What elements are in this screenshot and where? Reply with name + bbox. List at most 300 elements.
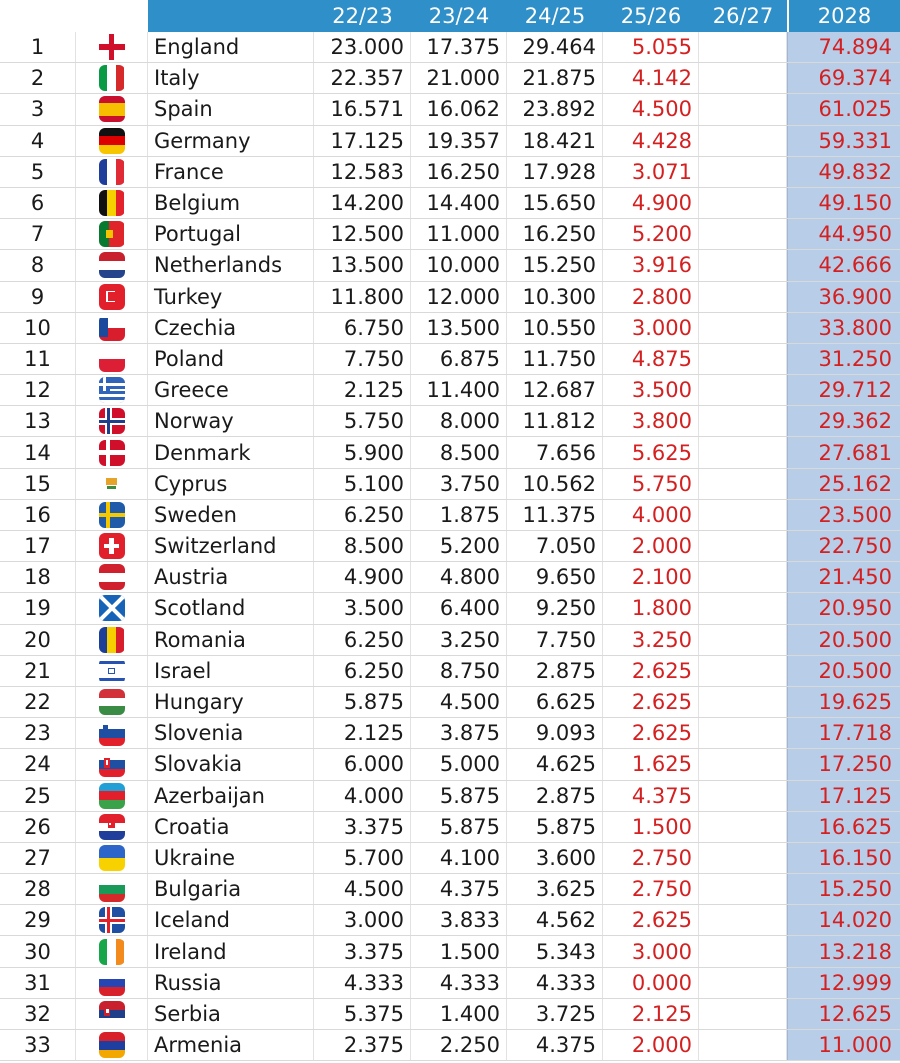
points-24-25: 18.421 <box>507 126 603 156</box>
points-24-25: 17.928 <box>507 157 603 187</box>
flag-cell <box>76 749 148 779</box>
points-22-23: 5.375 <box>314 999 411 1029</box>
points-26-27 <box>699 219 787 249</box>
points-25-26: 2.625 <box>603 656 699 686</box>
points-23-24: 8.500 <box>411 437 507 467</box>
table-row[interactable] <box>0 656 900 687</box>
points-22-23: 23.000 <box>314 32 411 62</box>
points-22-23: 17.125 <box>314 126 411 156</box>
flag-cell <box>76 593 148 623</box>
points-23-24: 4.375 <box>411 874 507 904</box>
table-row[interactable] <box>0 126 900 157</box>
points-24-25: 6.625 <box>507 687 603 717</box>
points-22-23: 12.583 <box>314 157 411 187</box>
table-row[interactable] <box>0 437 900 468</box>
denmark-flag-icon <box>99 440 125 466</box>
points-26-27 <box>699 406 787 436</box>
points-25-26: 5.200 <box>603 219 699 249</box>
points-22-23: 5.700 <box>314 843 411 873</box>
points-25-26: 2.000 <box>603 1030 699 1060</box>
table-header <box>0 0 900 32</box>
points-22-23: 22.357 <box>314 63 411 93</box>
points-26-27 <box>699 562 787 592</box>
rank-cell: 4 <box>0 126 76 156</box>
table-row[interactable] <box>0 157 900 188</box>
points-23-24: 1.875 <box>411 500 507 530</box>
points-25-26: 4.375 <box>603 781 699 811</box>
table-row[interactable] <box>0 1030 900 1061</box>
country-name: Turkey <box>148 282 314 312</box>
total-2028: 27.681 <box>787 437 900 467</box>
points-25-26: 2.625 <box>603 718 699 748</box>
table-row[interactable] <box>0 531 900 562</box>
points-23-24: 4.333 <box>411 968 507 998</box>
table-row[interactable] <box>0 344 900 375</box>
country-name: Switzerland <box>148 531 314 561</box>
points-24-25: 11.750 <box>507 344 603 374</box>
rank-cell: 20 <box>0 625 76 655</box>
scotland-flag-icon <box>99 595 125 621</box>
israel-flag-icon <box>99 658 125 684</box>
total-2028: 44.950 <box>787 219 900 249</box>
points-25-26: 4.000 <box>603 500 699 530</box>
flag-cell <box>76 406 148 436</box>
total-2028: 29.362 <box>787 406 900 436</box>
flag-cell <box>76 905 148 935</box>
flag-cell <box>76 687 148 717</box>
header-season-22-23[interactable]: 22/23 <box>314 0 411 32</box>
points-22-23: 6.250 <box>314 656 411 686</box>
austria-flag-icon <box>99 564 125 590</box>
country-name: Hungary <box>148 687 314 717</box>
points-22-23: 5.900 <box>314 437 411 467</box>
points-25-26: 4.428 <box>603 126 699 156</box>
country-name: Serbia <box>148 999 314 1029</box>
flag-cell <box>76 874 148 904</box>
hungary-flag-icon <box>99 689 125 715</box>
rank-cell: 3 <box>0 94 76 124</box>
rank-cell: 32 <box>0 999 76 1029</box>
points-26-27 <box>699 656 787 686</box>
header-season-26-27[interactable]: 26/27 <box>699 0 787 32</box>
rank-cell: 8 <box>0 250 76 280</box>
table-row[interactable] <box>0 905 900 936</box>
points-24-25: 15.250 <box>507 250 603 280</box>
table-row[interactable] <box>0 250 900 281</box>
table-row[interactable] <box>0 219 900 250</box>
sweden-flag-icon <box>99 502 125 528</box>
points-25-26: 3.071 <box>603 157 699 187</box>
country-name: France <box>148 157 314 187</box>
total-2028: 42.666 <box>787 250 900 280</box>
header-country <box>148 0 314 32</box>
flag-cell <box>76 531 148 561</box>
header-rank <box>0 0 76 32</box>
points-25-26: 3.000 <box>603 936 699 966</box>
points-26-27 <box>699 874 787 904</box>
czechia-flag-icon <box>99 315 125 341</box>
points-25-26: 2.000 <box>603 531 699 561</box>
points-24-25: 10.562 <box>507 469 603 499</box>
country-name: Netherlands <box>148 250 314 280</box>
points-26-27 <box>699 905 787 935</box>
points-22-23: 3.375 <box>314 936 411 966</box>
flag-cell <box>76 157 148 187</box>
points-23-24: 2.250 <box>411 1030 507 1060</box>
header-season-24-25[interactable]: 24/25 <box>507 0 603 32</box>
bulgaria-flag-icon <box>99 876 125 902</box>
rank-cell: 23 <box>0 718 76 748</box>
points-22-23: 2.125 <box>314 375 411 405</box>
header-flag <box>76 0 148 32</box>
points-23-24: 3.250 <box>411 625 507 655</box>
flag-cell <box>76 500 148 530</box>
points-22-23: 3.000 <box>314 905 411 935</box>
points-25-26: 0.000 <box>603 968 699 998</box>
points-24-25: 16.250 <box>507 219 603 249</box>
points-23-24: 13.500 <box>411 313 507 343</box>
country-name: Italy <box>148 63 314 93</box>
switzerland-flag-icon <box>99 533 125 559</box>
greece-flag-icon <box>99 377 125 403</box>
points-23-24: 1.400 <box>411 999 507 1029</box>
total-2028: 61.025 <box>787 94 900 124</box>
england-flag-icon <box>99 34 125 60</box>
rank-cell: 27 <box>0 843 76 873</box>
italy-flag-icon <box>99 65 125 91</box>
country-name: Russia <box>148 968 314 998</box>
points-26-27 <box>699 1030 787 1060</box>
country-name: Iceland <box>148 905 314 935</box>
points-26-27 <box>699 968 787 998</box>
table-row[interactable] <box>0 999 900 1030</box>
rank-cell: 29 <box>0 905 76 935</box>
points-23-24: 4.500 <box>411 687 507 717</box>
cyprus-flag-icon <box>99 471 125 497</box>
total-2028: 20.500 <box>787 656 900 686</box>
points-22-23: 2.125 <box>314 718 411 748</box>
flag-cell <box>76 999 148 1029</box>
slovenia-flag-icon <box>99 720 125 746</box>
table-row[interactable] <box>0 718 900 749</box>
ukraine-flag-icon <box>99 845 125 871</box>
rank-cell: 33 <box>0 1030 76 1060</box>
rank-cell: 5 <box>0 157 76 187</box>
total-2028: 22.750 <box>787 531 900 561</box>
points-25-26: 4.875 <box>603 344 699 374</box>
points-22-23: 5.100 <box>314 469 411 499</box>
points-24-25: 7.750 <box>507 625 603 655</box>
points-26-27 <box>699 126 787 156</box>
flag-cell <box>76 437 148 467</box>
flag-cell <box>76 375 148 405</box>
points-25-26: 3.250 <box>603 625 699 655</box>
rank-cell: 16 <box>0 500 76 530</box>
points-24-25: 11.812 <box>507 406 603 436</box>
slovakia-flag-icon <box>99 751 125 777</box>
ireland-flag-icon <box>99 939 125 965</box>
armenia-flag-icon <box>99 1032 125 1058</box>
netherlands-flag-icon <box>99 252 125 278</box>
points-22-23: 7.750 <box>314 344 411 374</box>
points-26-27 <box>699 157 787 187</box>
points-25-26: 2.800 <box>603 282 699 312</box>
points-24-25: 4.375 <box>507 1030 603 1060</box>
table-row[interactable] <box>0 812 900 843</box>
points-26-27 <box>699 625 787 655</box>
country-name: Sweden <box>148 500 314 530</box>
total-2028: 19.625 <box>787 687 900 717</box>
total-2028: 12.999 <box>787 968 900 998</box>
country-name: Poland <box>148 344 314 374</box>
points-22-23: 13.500 <box>314 250 411 280</box>
country-name: Spain <box>148 94 314 124</box>
flag-cell <box>76 843 148 873</box>
country-name: Israel <box>148 656 314 686</box>
points-23-24: 14.400 <box>411 188 507 218</box>
points-26-27 <box>699 936 787 966</box>
points-26-27 <box>699 687 787 717</box>
flag-cell <box>76 656 148 686</box>
flag-cell <box>76 32 148 62</box>
norway-flag-icon <box>99 408 125 434</box>
country-name: Ireland <box>148 936 314 966</box>
points-24-25: 9.650 <box>507 562 603 592</box>
total-2028: 16.150 <box>787 843 900 873</box>
country-name: Slovakia <box>148 749 314 779</box>
rank-cell: 2 <box>0 63 76 93</box>
points-22-23: 5.750 <box>314 406 411 436</box>
points-26-27 <box>699 781 787 811</box>
points-25-26: 5.750 <box>603 469 699 499</box>
points-24-25: 7.050 <box>507 531 603 561</box>
points-23-24: 3.875 <box>411 718 507 748</box>
table-row[interactable] <box>0 94 900 125</box>
table-row[interactable] <box>0 32 900 63</box>
points-22-23: 4.000 <box>314 781 411 811</box>
points-22-23: 4.333 <box>314 968 411 998</box>
points-24-25: 4.562 <box>507 905 603 935</box>
rank-cell: 22 <box>0 687 76 717</box>
points-24-25: 3.600 <box>507 843 603 873</box>
points-23-24: 5.000 <box>411 749 507 779</box>
table-row[interactable] <box>0 188 900 219</box>
table-row[interactable] <box>0 749 900 780</box>
points-22-23: 6.250 <box>314 625 411 655</box>
points-22-23: 6.750 <box>314 313 411 343</box>
points-25-26: 2.750 <box>603 874 699 904</box>
points-22-23: 5.875 <box>314 687 411 717</box>
points-25-26: 2.625 <box>603 905 699 935</box>
points-24-25: 7.656 <box>507 437 603 467</box>
flag-cell <box>76 63 148 93</box>
header-total-2028[interactable]: 2028 <box>787 0 900 32</box>
table-row[interactable] <box>0 406 900 437</box>
rank-cell: 11 <box>0 344 76 374</box>
table-row[interactable] <box>0 63 900 94</box>
points-25-26: 1.625 <box>603 749 699 779</box>
rank-cell: 9 <box>0 282 76 312</box>
points-22-23: 16.571 <box>314 94 411 124</box>
table-row[interactable] <box>0 874 900 905</box>
total-2028: 12.625 <box>787 999 900 1029</box>
total-2028: 16.625 <box>787 812 900 842</box>
points-26-27 <box>699 344 787 374</box>
points-23-24: 11.000 <box>411 219 507 249</box>
points-24-25: 15.650 <box>507 188 603 218</box>
total-2028: 49.832 <box>787 157 900 187</box>
rank-cell: 28 <box>0 874 76 904</box>
rank-cell: 18 <box>0 562 76 592</box>
points-24-25: 29.464 <box>507 32 603 62</box>
points-22-23: 8.500 <box>314 531 411 561</box>
points-25-26: 3.800 <box>603 406 699 436</box>
total-2028: 20.500 <box>787 625 900 655</box>
points-26-27 <box>699 749 787 779</box>
points-25-26: 5.625 <box>603 437 699 467</box>
points-24-25: 5.875 <box>507 812 603 842</box>
table-row[interactable] <box>0 625 900 656</box>
total-2028: 31.250 <box>787 344 900 374</box>
rank-cell: 25 <box>0 781 76 811</box>
points-23-24: 4.100 <box>411 843 507 873</box>
points-26-27 <box>699 94 787 124</box>
header-season-25-26[interactable]: 25/26 <box>603 0 699 32</box>
total-2028: 17.125 <box>787 781 900 811</box>
flag-cell <box>76 469 148 499</box>
table-row[interactable] <box>0 500 900 531</box>
flag-cell <box>76 313 148 343</box>
points-26-27 <box>699 593 787 623</box>
flag-cell <box>76 250 148 280</box>
points-25-26: 2.125 <box>603 999 699 1029</box>
points-23-24: 5.200 <box>411 531 507 561</box>
country-name: Romania <box>148 625 314 655</box>
points-26-27 <box>699 500 787 530</box>
iceland-flag-icon <box>99 907 125 933</box>
flag-cell <box>76 219 148 249</box>
points-22-23: 4.500 <box>314 874 411 904</box>
total-2028: 14.020 <box>787 905 900 935</box>
points-26-27 <box>699 469 787 499</box>
points-24-25: 12.687 <box>507 375 603 405</box>
belgium-flag-icon <box>99 190 125 216</box>
points-26-27 <box>699 250 787 280</box>
country-name: Austria <box>148 562 314 592</box>
points-24-25: 21.875 <box>507 63 603 93</box>
points-23-24: 3.833 <box>411 905 507 935</box>
points-22-23: 6.250 <box>314 500 411 530</box>
romania-flag-icon <box>99 627 125 653</box>
rank-cell: 12 <box>0 375 76 405</box>
points-26-27 <box>699 313 787 343</box>
points-25-26: 3.000 <box>603 313 699 343</box>
croatia-flag-icon <box>99 814 125 840</box>
points-24-25: 11.375 <box>507 500 603 530</box>
points-25-26: 3.916 <box>603 250 699 280</box>
table-row[interactable] <box>0 282 900 313</box>
table-row[interactable] <box>0 313 900 344</box>
total-2028: 17.250 <box>787 749 900 779</box>
country-name: Bulgaria <box>148 874 314 904</box>
rank-cell: 21 <box>0 656 76 686</box>
portugal-flag-icon <box>99 221 125 247</box>
country-name: Denmark <box>148 437 314 467</box>
table-row[interactable] <box>0 375 900 406</box>
rank-cell: 26 <box>0 812 76 842</box>
flag-cell <box>76 781 148 811</box>
table-row[interactable] <box>0 843 900 874</box>
country-name: Portugal <box>148 219 314 249</box>
table-row[interactable] <box>0 562 900 593</box>
points-22-23: 6.000 <box>314 749 411 779</box>
points-23-24: 3.750 <box>411 469 507 499</box>
table-row[interactable] <box>0 469 900 500</box>
points-24-25: 23.892 <box>507 94 603 124</box>
flag-cell <box>76 562 148 592</box>
rank-cell: 6 <box>0 188 76 218</box>
points-25-26: 3.500 <box>603 375 699 405</box>
points-26-27 <box>699 812 787 842</box>
country-name: Azerbaijan <box>148 781 314 811</box>
points-26-27 <box>699 63 787 93</box>
table-row[interactable] <box>0 593 900 624</box>
points-23-24: 12.000 <box>411 282 507 312</box>
table-row[interactable] <box>0 687 900 718</box>
points-25-26: 4.142 <box>603 63 699 93</box>
flag-cell <box>76 94 148 124</box>
points-23-24: 8.750 <box>411 656 507 686</box>
table-row[interactable] <box>0 968 900 999</box>
flag-cell <box>76 1030 148 1060</box>
points-26-27 <box>699 437 787 467</box>
flag-cell <box>76 344 148 374</box>
points-22-23: 14.200 <box>314 188 411 218</box>
total-2028: 21.450 <box>787 562 900 592</box>
rank-cell: 10 <box>0 313 76 343</box>
country-name: Croatia <box>148 812 314 842</box>
points-23-24: 5.875 <box>411 781 507 811</box>
header-season-23-24[interactable]: 23/24 <box>411 0 507 32</box>
poland-flag-icon <box>99 346 125 372</box>
points-26-27 <box>699 531 787 561</box>
table-row[interactable] <box>0 781 900 812</box>
points-24-25: 9.093 <box>507 718 603 748</box>
france-flag-icon <box>99 159 125 185</box>
turkey-flag-icon <box>99 284 125 310</box>
rank-cell: 15 <box>0 469 76 499</box>
points-24-25: 3.725 <box>507 999 603 1029</box>
points-22-23: 12.500 <box>314 219 411 249</box>
points-26-27 <box>699 188 787 218</box>
flag-cell <box>76 188 148 218</box>
table-row[interactable] <box>0 936 900 967</box>
points-26-27 <box>699 32 787 62</box>
country-name: England <box>148 32 314 62</box>
points-25-26: 2.100 <box>603 562 699 592</box>
points-26-27 <box>699 718 787 748</box>
points-23-24: 6.875 <box>411 344 507 374</box>
germany-flag-icon <box>99 128 125 154</box>
country-name: Germany <box>148 126 314 156</box>
flag-cell <box>76 936 148 966</box>
points-22-23: 2.375 <box>314 1030 411 1060</box>
table-body <box>0 32 900 1061</box>
points-25-26: 2.750 <box>603 843 699 873</box>
points-25-26: 5.055 <box>603 32 699 62</box>
rank-cell: 24 <box>0 749 76 779</box>
points-24-25: 3.625 <box>507 874 603 904</box>
